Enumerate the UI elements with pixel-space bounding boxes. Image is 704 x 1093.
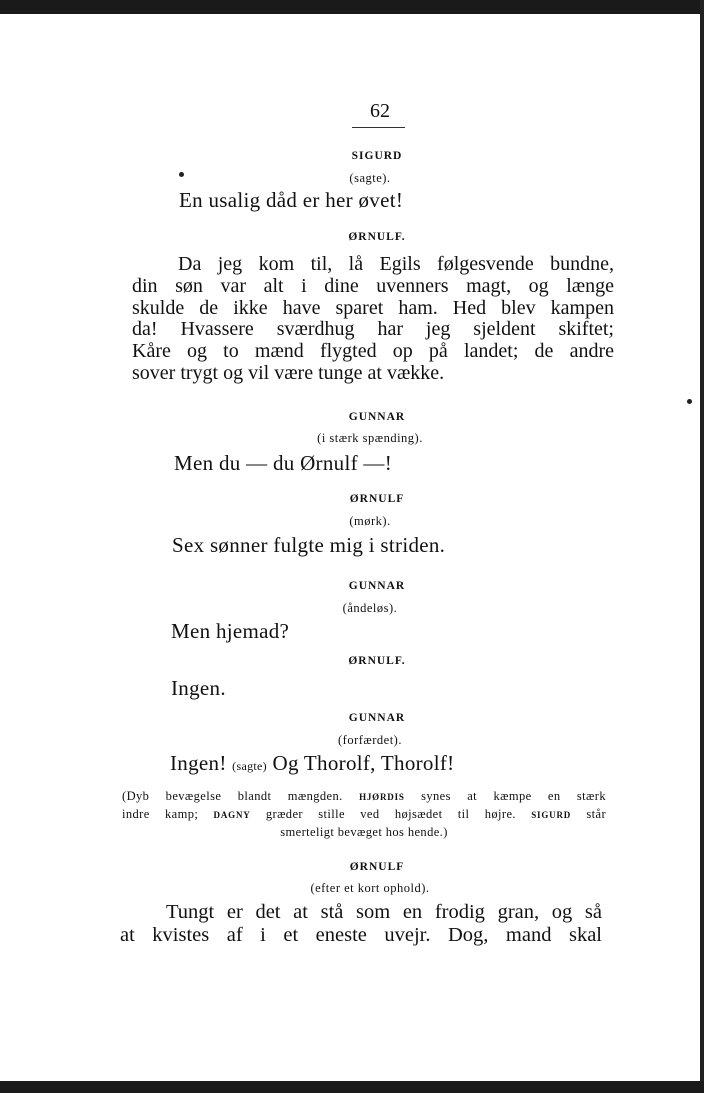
stage-direction: (åndeløs). <box>342 601 398 615</box>
speaker-name: SIGURD <box>351 150 403 162</box>
stage-line <box>122 788 606 806</box>
speaker-name: ØRNULF <box>349 493 405 505</box>
speaker-name: ØRNULF. <box>348 231 406 243</box>
character-name: SIGURD <box>531 810 572 820</box>
dialogue-line: Da jeg kom til, lå Egils følgesvende bundne, <box>178 253 614 275</box>
page-number-rule <box>352 127 405 128</box>
dialogue-paragraph <box>120 901 602 947</box>
stage-direction-block <box>122 788 606 841</box>
stage-direction: (forfærdet). <box>338 733 402 747</box>
dialogue-line: Sex sønner fulgte mig i striden. <box>172 533 446 557</box>
dialogue-line: Men hjemad? <box>171 619 290 643</box>
stage-text: står <box>586 807 607 821</box>
dialogue-line <box>170 751 454 776</box>
dialogue-line: En usalig dåd er her øvet! <box>179 188 404 212</box>
stage-line: smerteligt bevæget hos hende.) <box>280 825 448 839</box>
speaker-name: GUNNAR <box>348 580 406 592</box>
stage-direction: (sagte). <box>349 171 391 185</box>
page-number: 62 <box>370 100 390 122</box>
dialogue-text: Ingen! <box>170 751 227 775</box>
dialogue-line: Kåre og to mænd flygted op på landet; de andre <box>132 340 614 363</box>
dialogue-line: Men du — du Ørnulf —! <box>174 451 393 475</box>
dialogue-line: sover trygt og vil være tunge at vække. <box>132 361 445 384</box>
stage-text: græder stille ved højsædet til højre. <box>265 807 516 821</box>
stage-direction: (efter et kort ophold). <box>310 881 430 895</box>
stage-line <box>122 806 606 824</box>
dialogue-paragraph <box>132 254 614 385</box>
stage-text: (Dyb bevægelse blandt mængden. <box>122 789 343 803</box>
dialogue-line: da! Hvassere sværdhug har jeg sjeldent skiftet; <box>132 318 614 341</box>
dialogue-line: at kvistes af i et eneste uvejr. Dog, mand skal <box>120 924 602 946</box>
dialogue-text: Og Thorolf, Thorolf! <box>272 751 455 775</box>
dialogue-line: Tungt er det at stå som en frodig gran, og så <box>166 901 602 923</box>
speaker-name: ØRNULF. <box>348 655 406 667</box>
dialogue-line: din søn var alt i dine uvenners magt, og længe <box>132 274 614 297</box>
scan-edge-top <box>0 0 704 14</box>
speaker-name: GUNNAR <box>348 411 406 423</box>
speaker-name: ØRNULF <box>349 861 405 873</box>
speaker-name: GUNNAR <box>348 712 406 724</box>
stage-text: indre kamp; <box>122 807 199 821</box>
stage-text: synes at kæmpe en stærk <box>421 789 606 803</box>
stage-direction: (i stærk spænding). <box>317 431 423 445</box>
scan-edge-right <box>700 0 704 1093</box>
character-name: DAGNY <box>213 810 251 820</box>
scan-edge-bottom <box>0 1081 704 1093</box>
stage-direction: (mørk). <box>349 514 391 528</box>
character-name: HJØRDIS <box>359 792 405 802</box>
dialogue-line: Ingen. <box>171 676 226 700</box>
inline-direction: (sagte) <box>232 759 267 773</box>
dialogue-line: skulde de ikke have sparet ham. Hed blev kampen <box>132 296 614 319</box>
scan-speck <box>687 399 692 404</box>
